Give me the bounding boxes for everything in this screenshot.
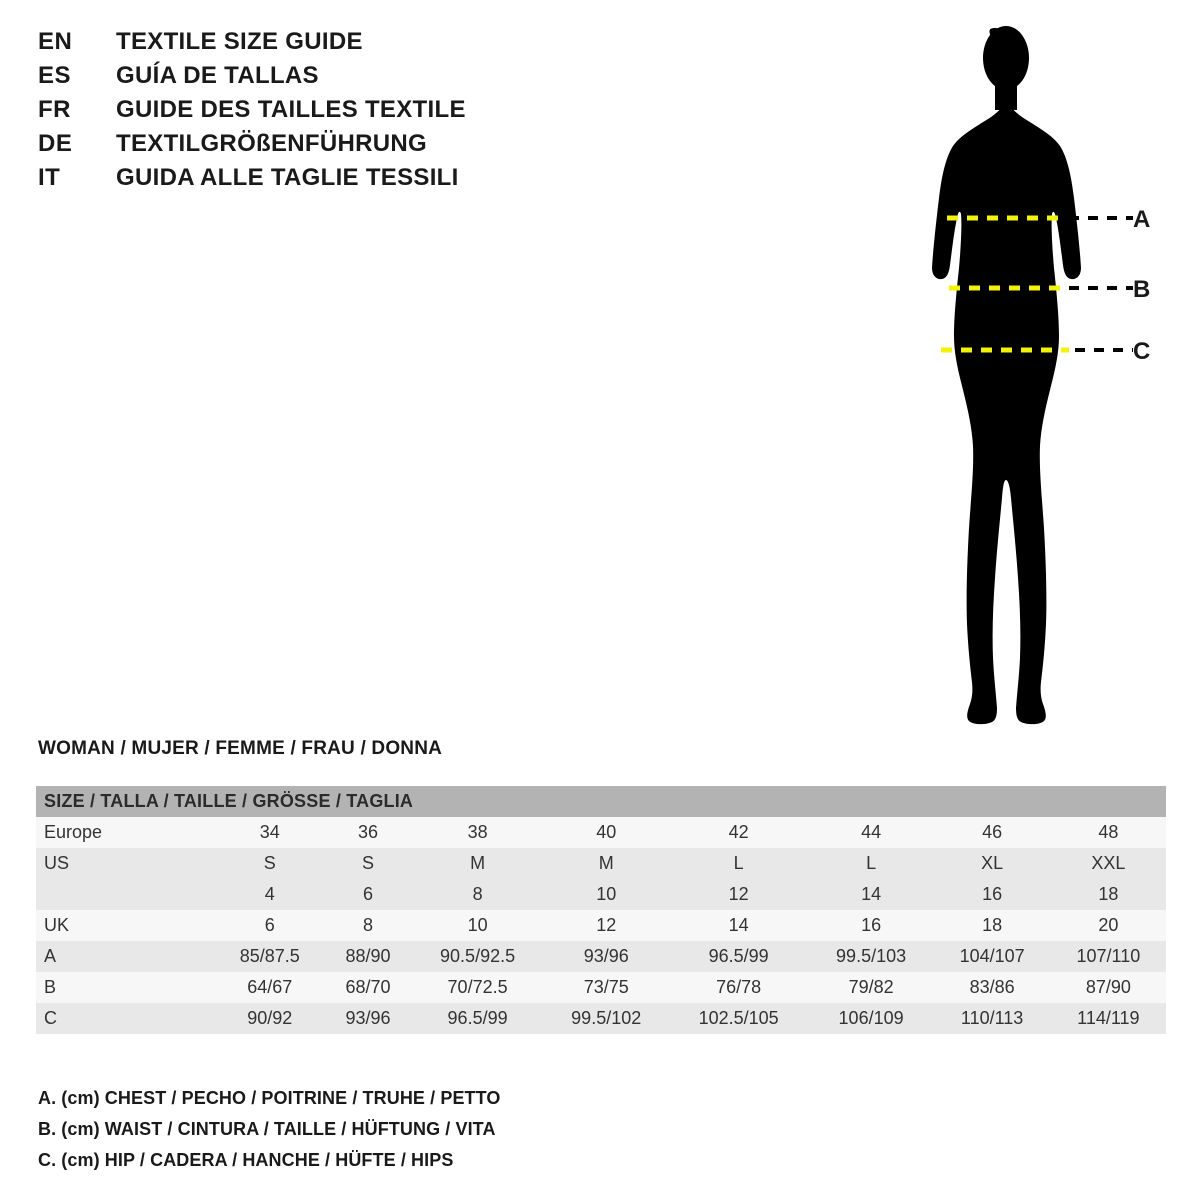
footnote-b: B. (cm) WAIST / CINTURA / TAILLE / HÜFTUNG / VITA xyxy=(38,1119,496,1139)
cell: 14 xyxy=(809,879,934,910)
cell: 99.5/102 xyxy=(544,1003,669,1034)
cell: 68/70 xyxy=(325,972,412,1003)
title-lang-fr: FR xyxy=(38,96,71,123)
cell: XXL xyxy=(1051,848,1166,879)
title-row xyxy=(38,164,678,198)
footnote-a: A. (cm) CHEST / PECHO / POITRINE / TRUHE / PETTO xyxy=(38,1088,501,1108)
title-text-en: TEXTILE SIZE GUIDE xyxy=(116,28,363,55)
cell: 114/119 xyxy=(1051,1003,1166,1034)
cell: 6 xyxy=(325,879,412,910)
title-text-fr: GUIDE DES TAILLES TEXTILE xyxy=(116,96,466,123)
cell: 102.5/105 xyxy=(669,1003,809,1034)
title-text-de: TEXTILGRÖßENFÜHRUNG xyxy=(116,130,428,157)
cell: 106/109 xyxy=(809,1003,934,1034)
table-row xyxy=(36,972,1166,1003)
cell: 20 xyxy=(1051,910,1166,941)
table-section-heading: WOMAN / MUJER / FEMME / FRAU / DONNA xyxy=(38,738,443,759)
cell: 42 xyxy=(669,817,809,848)
cell: 70/72.5 xyxy=(411,972,543,1003)
cell: 76/78 xyxy=(669,972,809,1003)
title-row xyxy=(38,28,678,62)
size-table xyxy=(36,786,1166,1034)
cell: 8 xyxy=(325,910,412,941)
cell: 104/107 xyxy=(934,941,1051,972)
row-label: Europe xyxy=(36,817,215,848)
row-label: UK xyxy=(36,910,215,941)
table-row xyxy=(36,848,1166,879)
row-label: A xyxy=(36,941,215,972)
title-row xyxy=(38,130,678,164)
measure-label-c: C xyxy=(1133,338,1151,365)
cell: 107/110 xyxy=(1051,941,1166,972)
cell: 36 xyxy=(325,817,412,848)
cell: L xyxy=(809,848,934,879)
cell: 93/96 xyxy=(325,1003,412,1034)
cell: 90/92 xyxy=(215,1003,325,1034)
title-text-es: GUÍA DE TALLAS xyxy=(116,62,319,89)
table-header-label: SIZE / TALLA / TAILLE / GRÖSSE / TAGLIA xyxy=(36,786,1166,817)
cell: 48 xyxy=(1051,817,1166,848)
cell: M xyxy=(411,848,543,879)
cell: 96.5/99 xyxy=(669,941,809,972)
cell: 6 xyxy=(215,910,325,941)
title-lang-de: DE xyxy=(38,130,73,157)
cell: 96.5/99 xyxy=(411,1003,543,1034)
cell: L xyxy=(669,848,809,879)
cell: 79/82 xyxy=(809,972,934,1003)
cell: 38 xyxy=(411,817,543,848)
cell: 12 xyxy=(669,879,809,910)
cell: M xyxy=(544,848,669,879)
title-row xyxy=(38,96,678,130)
measurement-diagram xyxy=(845,18,1185,738)
cell: 18 xyxy=(1051,879,1166,910)
cell: 10 xyxy=(411,910,543,941)
row-label: US xyxy=(36,848,215,879)
table-row xyxy=(36,941,1166,972)
cell: 8 xyxy=(411,879,543,910)
cell: 88/90 xyxy=(325,941,412,972)
cell: 40 xyxy=(544,817,669,848)
title-lang-en: EN xyxy=(38,28,73,55)
table-header-row xyxy=(36,786,1166,817)
cell: 93/96 xyxy=(544,941,669,972)
cell: S xyxy=(325,848,412,879)
cell: 16 xyxy=(934,879,1051,910)
row-label xyxy=(36,879,215,910)
cell: 18 xyxy=(934,910,1051,941)
title-lang-it: IT xyxy=(38,164,61,191)
cell: 34 xyxy=(215,817,325,848)
cell: 44 xyxy=(809,817,934,848)
title-row xyxy=(38,62,678,96)
row-label: C xyxy=(36,1003,215,1034)
title-text-it: GUIDA ALLE TAGLIE TESSILI xyxy=(116,164,459,191)
cell: 46 xyxy=(934,817,1051,848)
cell: 73/75 xyxy=(544,972,669,1003)
cell: 4 xyxy=(215,879,325,910)
table-row xyxy=(36,817,1166,848)
cell: 99.5/103 xyxy=(809,941,934,972)
cell: 85/87.5 xyxy=(215,941,325,972)
table-row xyxy=(36,879,1166,910)
cell: 12 xyxy=(544,910,669,941)
cell: 87/90 xyxy=(1051,972,1166,1003)
measure-label-a: A xyxy=(1133,206,1151,233)
cell: 14 xyxy=(669,910,809,941)
cell: 90.5/92.5 xyxy=(411,941,543,972)
cell: 16 xyxy=(809,910,934,941)
row-label: B xyxy=(36,972,215,1003)
table-row xyxy=(36,1003,1166,1034)
cell: S xyxy=(215,848,325,879)
cell: 64/67 xyxy=(215,972,325,1003)
female-silhouette-icon xyxy=(845,18,1185,738)
cell: 110/113 xyxy=(934,1003,1051,1034)
cell: 83/86 xyxy=(934,972,1051,1003)
measure-label-b: B xyxy=(1133,276,1151,303)
cell: 10 xyxy=(544,879,669,910)
table-row xyxy=(36,910,1166,941)
footnote-c: C. (cm) HIP / CADERA / HANCHE / HÜFTE / HIPS xyxy=(38,1150,454,1170)
title-lang-es: ES xyxy=(38,62,72,89)
cell: XL xyxy=(934,848,1051,879)
title-block xyxy=(38,28,678,198)
footnote-list xyxy=(38,1088,838,1181)
